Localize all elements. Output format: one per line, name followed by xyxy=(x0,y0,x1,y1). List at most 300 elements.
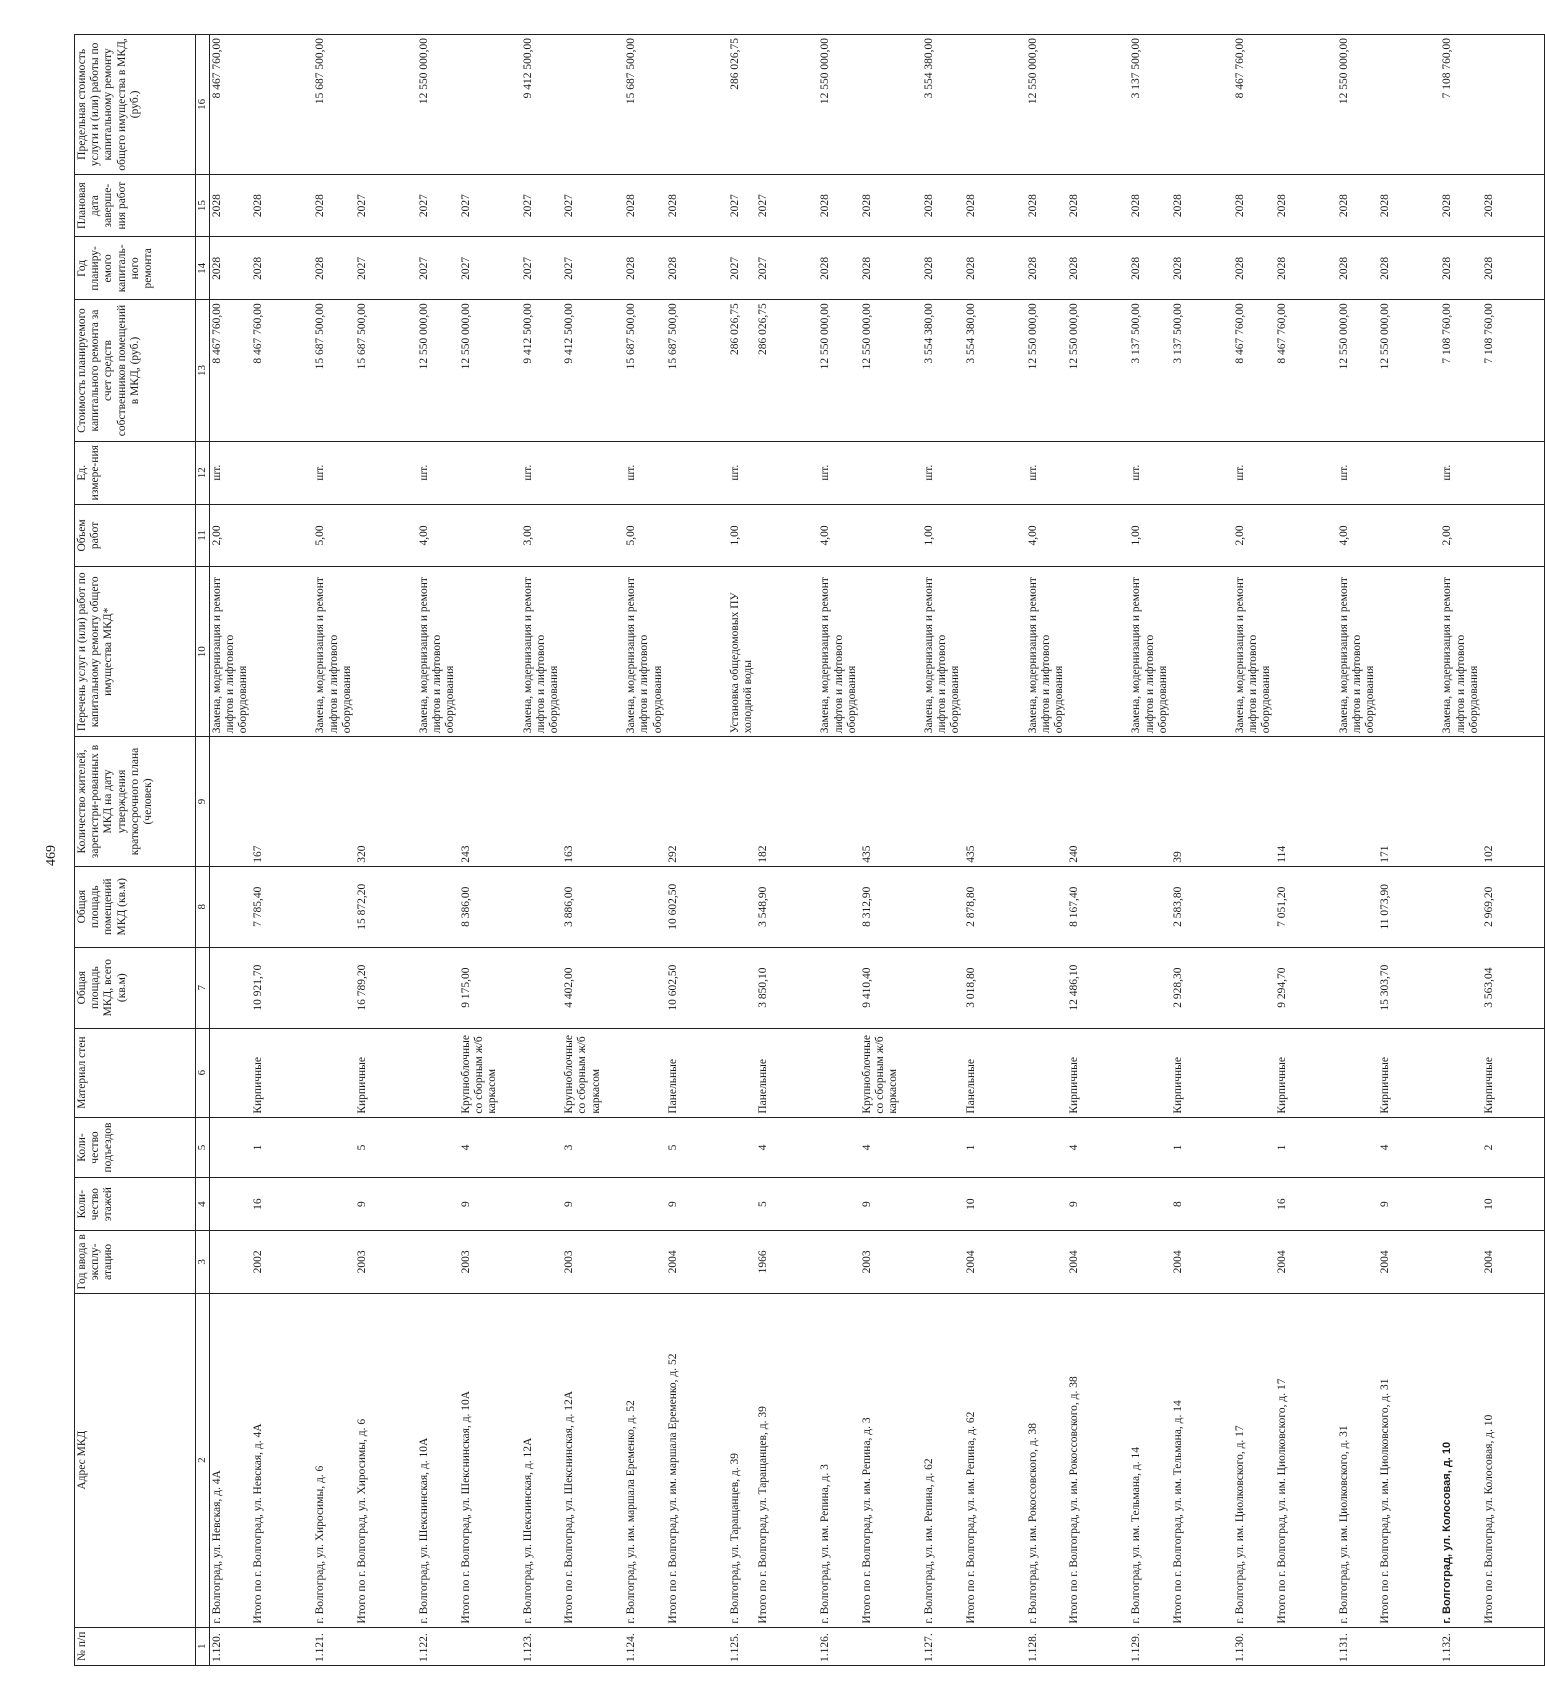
cost-cell: 15 687 500,00 xyxy=(313,300,355,442)
total-row xyxy=(1067,35,1129,1666)
address-cell: г. Волгоград, ул. им. Репина, д. 62 xyxy=(922,1293,964,1627)
total-area-cell xyxy=(818,947,860,1028)
floors-cell xyxy=(922,1178,964,1231)
volume-cell xyxy=(355,504,417,567)
table-row xyxy=(313,35,355,1666)
floors-cell xyxy=(313,1178,355,1231)
column-number: 6 xyxy=(196,1028,210,1117)
entrances-cell: 1 xyxy=(1171,1117,1233,1178)
row-number xyxy=(562,1627,624,1665)
row-number: 1.131. xyxy=(1337,1627,1379,1665)
cost-cell: 12 550 000,00 xyxy=(1026,300,1068,442)
column-number: 12 xyxy=(196,441,210,504)
row-number: 1.126. xyxy=(818,1627,860,1665)
wall-material-cell: Крупноблочные со сборным ж/б каркасом xyxy=(562,1028,624,1117)
total-area-cell: 16 789,20 xyxy=(355,947,417,1028)
cost-cell: 9 412 500,00 xyxy=(521,300,563,442)
column-header: Коли-чество этажей xyxy=(75,1178,196,1231)
volume-cell: 4,00 xyxy=(1337,504,1379,567)
volume-cell xyxy=(562,504,624,567)
entrances-cell: 4 xyxy=(756,1117,818,1178)
row-number: 1.130. xyxy=(1233,1627,1275,1665)
limit-cost-cell xyxy=(1378,35,1440,175)
work-list-cell xyxy=(860,567,922,737)
end-date-cell: 2027 xyxy=(355,174,417,237)
end-date-cell: 2027 xyxy=(562,174,624,237)
work-list-cell: Замена, модернизация и ремонт лифтов и лифтового оборудования xyxy=(624,567,666,737)
table-row xyxy=(209,35,251,1666)
unit-cell xyxy=(756,441,818,504)
entrances-cell: 4 xyxy=(459,1117,521,1178)
volume-cell xyxy=(666,504,728,567)
entrances-cell: 1 xyxy=(1275,1117,1337,1178)
plan-year-cell: 2028 xyxy=(1337,237,1379,300)
address-cell: г. Волгоград, ул. Колосовая, д. 10 xyxy=(1440,1293,1482,1627)
unit-cell: шт. xyxy=(521,441,563,504)
wall-material-cell: Панельные xyxy=(666,1028,728,1117)
residents-cell xyxy=(1337,737,1379,867)
floors-cell xyxy=(818,1178,860,1231)
wall-material-cell xyxy=(1233,1028,1275,1117)
volume-cell: 1,00 xyxy=(922,504,964,567)
wall-material-cell xyxy=(728,1028,756,1117)
plan-year-cell: 2027 xyxy=(756,237,818,300)
residents-cell: 39 xyxy=(1171,737,1233,867)
floors-cell xyxy=(624,1178,666,1231)
table-row xyxy=(1026,35,1068,1666)
work-list-cell: Замена, модернизация и ремонт лифтов и лифтового оборудования xyxy=(1337,567,1379,737)
commission-year-cell: 2003 xyxy=(355,1230,417,1293)
rooms-area-cell xyxy=(417,866,459,947)
rooms-area-cell: 8 312,90 xyxy=(860,866,922,947)
rooms-area-cell: 15 872,20 xyxy=(355,866,417,947)
unit-cell xyxy=(251,441,313,504)
table-row xyxy=(521,35,563,1666)
commission-year-cell xyxy=(1440,1230,1482,1293)
entrances-cell: 5 xyxy=(666,1117,728,1178)
total-area-cell: 4 402,00 xyxy=(562,947,624,1028)
column-number: 10 xyxy=(196,567,210,737)
volume-cell xyxy=(1171,504,1233,567)
total-row xyxy=(459,35,521,1666)
cost-cell: 8 467 760,00 xyxy=(1233,300,1275,442)
work-list-cell: Замена, модернизация и ремонт лифтов и лифтового оборудования xyxy=(1233,567,1275,737)
limit-cost-cell xyxy=(355,35,417,175)
row-number: 1.121. xyxy=(313,1627,355,1665)
row-number xyxy=(964,1627,1026,1665)
total-row xyxy=(562,35,624,1666)
floors-cell: 9 xyxy=(1378,1178,1440,1231)
row-number: 1.122. xyxy=(417,1627,459,1665)
rooms-area-cell xyxy=(313,866,355,947)
column-number: 16 xyxy=(196,35,210,175)
floors-cell xyxy=(1026,1178,1068,1231)
unit-cell: шт. xyxy=(313,441,355,504)
work-list-cell xyxy=(562,567,624,737)
work-list-cell xyxy=(1378,567,1440,737)
repair-plan-table xyxy=(74,34,1545,1666)
wall-material-cell: Панельные xyxy=(964,1028,1026,1117)
unit-cell: шт. xyxy=(209,441,251,504)
address-cell: Итого по г. Волгоград, ул. Хиросимы, д. 6 xyxy=(355,1293,417,1627)
limit-cost-cell xyxy=(459,35,521,175)
volume-cell: 2,00 xyxy=(1440,504,1482,567)
row-number: 1.129. xyxy=(1129,1627,1171,1665)
total-area-cell xyxy=(728,947,756,1028)
entrances-cell xyxy=(728,1117,756,1178)
table-body xyxy=(209,35,1544,1666)
volume-cell: 1,00 xyxy=(728,504,756,567)
work-list-cell: Замена, модернизация и ремонт лифтов и лифтового оборудования xyxy=(417,567,459,737)
cost-cell: 15 687 500,00 xyxy=(624,300,666,442)
address-cell: г. Волгоград, ул. Шекснинская, д. 10А xyxy=(417,1293,459,1627)
row-number xyxy=(1067,1627,1129,1665)
column-header: Год планиру-емого капиталь-ного ремонта xyxy=(75,237,196,300)
plan-year-cell: 2028 xyxy=(1067,237,1129,300)
cost-cell: 8 467 760,00 xyxy=(251,300,313,442)
plan-year-cell: 2028 xyxy=(818,237,860,300)
total-area-cell xyxy=(922,947,964,1028)
column-number: 9 xyxy=(196,737,210,867)
entrances-cell: 4 xyxy=(1067,1117,1129,1178)
total-area-cell xyxy=(1440,947,1482,1028)
entrances-cell: 3 xyxy=(562,1117,624,1178)
work-list-cell: Замена, модернизация и ремонт лифтов и лифтового оборудования xyxy=(1026,567,1068,737)
limit-cost-cell xyxy=(756,35,818,175)
cost-cell: 3 554 380,00 xyxy=(964,300,1026,442)
wall-material-cell: Кирпичные xyxy=(1275,1028,1337,1117)
plan-year-cell: 2028 xyxy=(251,237,313,300)
residents-cell xyxy=(922,737,964,867)
column-header: Стоимость планируемого капитального ремонта за счет средств собственников помещений в МКД, (руб.) xyxy=(75,300,196,442)
address-cell: г. Волгоград, ул. Невская, д. 4А xyxy=(209,1293,251,1627)
rooms-area-cell: 3 548,90 xyxy=(756,866,818,947)
limit-cost-cell xyxy=(860,35,922,175)
cost-cell: 7 108 760,00 xyxy=(1440,300,1482,442)
address-cell: г. Волгоград, ул. им. Тельмана, д. 14 xyxy=(1129,1293,1171,1627)
row-number: 1.125. xyxy=(728,1627,756,1665)
row-number xyxy=(1378,1627,1440,1665)
plan-year-cell: 2028 xyxy=(1440,237,1482,300)
address-cell: г. Волгоград, ул. Хиросимы, д. 6 xyxy=(313,1293,355,1627)
limit-cost-cell: 8 467 760,00 xyxy=(1233,35,1275,175)
work-list-cell: Замена, модернизация и ремонт лифтов и лифтового оборудования xyxy=(818,567,860,737)
plan-year-cell: 2027 xyxy=(355,237,417,300)
end-date-cell: 2028 xyxy=(1440,174,1482,237)
floors-cell xyxy=(728,1178,756,1231)
residents-cell xyxy=(624,737,666,867)
total-area-cell xyxy=(1233,947,1275,1028)
table-row xyxy=(1337,35,1379,1666)
cost-cell: 7 108 760,00 xyxy=(1482,300,1545,442)
end-date-cell: 2027 xyxy=(728,174,756,237)
floors-cell: 9 xyxy=(459,1178,521,1231)
floors-cell xyxy=(209,1178,251,1231)
entrances-cell: 4 xyxy=(860,1117,922,1178)
row-number xyxy=(1275,1627,1337,1665)
total-area-cell xyxy=(1337,947,1379,1028)
rooms-area-cell: 2 969,20 xyxy=(1482,866,1545,947)
total-row xyxy=(860,35,922,1666)
commission-year-cell: 2004 xyxy=(1067,1230,1129,1293)
volume-cell: 5,00 xyxy=(313,504,355,567)
entrances-cell xyxy=(313,1117,355,1178)
end-date-cell: 2028 xyxy=(1026,174,1068,237)
cost-cell: 12 550 000,00 xyxy=(1067,300,1129,442)
end-date-cell: 2028 xyxy=(1129,174,1171,237)
floors-cell: 16 xyxy=(1275,1178,1337,1231)
commission-year-cell: 2004 xyxy=(1275,1230,1337,1293)
column-number: 11 xyxy=(196,504,210,567)
commission-year-cell: 2003 xyxy=(459,1230,521,1293)
address-cell: Итого по г. Волгоград, ул. им. Репина, д. 3 xyxy=(860,1293,922,1627)
unit-cell: шт. xyxy=(1129,441,1171,504)
commission-year-cell xyxy=(209,1230,251,1293)
total-row xyxy=(1171,35,1233,1666)
cost-cell: 8 467 760,00 xyxy=(1275,300,1337,442)
residents-cell xyxy=(728,737,756,867)
total-area-cell xyxy=(521,947,563,1028)
total-area-cell: 3 563,04 xyxy=(1482,947,1545,1028)
work-list-cell xyxy=(666,567,728,737)
address-cell: Итого по г. Волгоград, ул. им. Репина, д. 62 xyxy=(964,1293,1026,1627)
work-list-cell xyxy=(355,567,417,737)
volume-cell xyxy=(756,504,818,567)
entrances-cell xyxy=(1233,1117,1275,1178)
commission-year-cell: 2002 xyxy=(251,1230,313,1293)
end-date-cell: 2028 xyxy=(922,174,964,237)
column-header: Общая площадь МКД, всего (кв.м) xyxy=(75,947,196,1028)
rooms-area-cell: 7 051,20 xyxy=(1275,866,1337,947)
cost-cell: 286 026,75 xyxy=(756,300,818,442)
cost-cell: 286 026,75 xyxy=(728,300,756,442)
entrances-cell: 2 xyxy=(1482,1117,1545,1178)
wall-material-cell xyxy=(1129,1028,1171,1117)
table-row xyxy=(1129,35,1171,1666)
floors-cell: 9 xyxy=(355,1178,417,1231)
column-number: 2 xyxy=(196,1293,210,1627)
wall-material-cell: Панельные xyxy=(756,1028,818,1117)
total-area-cell: 15 303,70 xyxy=(1378,947,1440,1028)
end-date-cell: 2028 xyxy=(313,174,355,237)
column-header: Перечень услуг и (или) работ по капитальному ремонту общего имущества МКД* xyxy=(75,567,196,737)
total-area-cell xyxy=(624,947,666,1028)
column-number-row xyxy=(196,35,210,1666)
floors-cell: 8 xyxy=(1171,1178,1233,1231)
wall-material-cell: Кирпичные xyxy=(1067,1028,1129,1117)
limit-cost-cell xyxy=(251,35,313,175)
limit-cost-cell xyxy=(1482,35,1545,175)
work-list-cell: Замена, модернизация и ремонт лифтов и лифтового оборудования xyxy=(922,567,964,737)
rooms-area-cell xyxy=(521,866,563,947)
total-area-cell: 9 410,40 xyxy=(860,947,922,1028)
column-header: № п/п xyxy=(75,1627,196,1665)
column-number: 7 xyxy=(196,947,210,1028)
floors-cell: 9 xyxy=(860,1178,922,1231)
table-row xyxy=(922,35,964,1666)
volume-cell: 4,00 xyxy=(818,504,860,567)
wall-material-cell xyxy=(1337,1028,1379,1117)
wall-material-cell xyxy=(1440,1028,1482,1117)
residents-cell xyxy=(1440,737,1482,867)
floors-cell: 9 xyxy=(562,1178,624,1231)
unit-cell xyxy=(355,441,417,504)
plan-year-cell: 2028 xyxy=(964,237,1026,300)
column-header: Адрес МКД xyxy=(75,1293,196,1627)
floors-cell xyxy=(1129,1178,1171,1231)
cost-cell: 12 550 000,00 xyxy=(1378,300,1440,442)
work-list-cell xyxy=(1482,567,1545,737)
limit-cost-cell xyxy=(1275,35,1337,175)
limit-cost-cell: 3 554 380,00 xyxy=(922,35,964,175)
entrances-cell xyxy=(521,1117,563,1178)
plan-year-cell: 2027 xyxy=(562,237,624,300)
commission-year-cell: 2004 xyxy=(1171,1230,1233,1293)
total-row xyxy=(756,35,818,1666)
table-row xyxy=(818,35,860,1666)
limit-cost-cell: 12 550 000,00 xyxy=(818,35,860,175)
entrances-cell: 1 xyxy=(964,1117,1026,1178)
column-number: 14 xyxy=(196,237,210,300)
address-cell: Итого по г. Волгоград, ул. им. Циолковского, д. 31 xyxy=(1378,1293,1440,1627)
table-row xyxy=(1440,35,1482,1666)
table-row xyxy=(417,35,459,1666)
rooms-area-cell xyxy=(209,866,251,947)
column-header: Общая площадь помещений МКД (кв.м) xyxy=(75,866,196,947)
plan-year-cell: 2028 xyxy=(666,237,728,300)
end-date-cell: 2028 xyxy=(1067,174,1129,237)
entrances-cell: 5 xyxy=(355,1117,417,1178)
unit-cell: шт. xyxy=(1233,441,1275,504)
volume-cell: 2,00 xyxy=(209,504,251,567)
floors-cell: 10 xyxy=(964,1178,1026,1231)
column-header: Плановая дата заверше-ния работ xyxy=(75,174,196,237)
work-list-cell: Замена, модернизация и ремонт лифтов и лифтового оборудования xyxy=(521,567,563,737)
end-date-cell: 2028 xyxy=(1337,174,1379,237)
entrances-cell xyxy=(624,1117,666,1178)
work-list-cell xyxy=(1067,567,1129,737)
cost-cell: 12 550 000,00 xyxy=(818,300,860,442)
entrances-cell xyxy=(1440,1117,1482,1178)
unit-cell: шт. xyxy=(1337,441,1379,504)
commission-year-cell: 2004 xyxy=(1482,1230,1545,1293)
residents-cell: 435 xyxy=(860,737,922,867)
commission-year-cell xyxy=(313,1230,355,1293)
row-number: 1.124. xyxy=(624,1627,666,1665)
residents-cell xyxy=(1233,737,1275,867)
unit-cell xyxy=(666,441,728,504)
limit-cost-cell: 12 550 000,00 xyxy=(1337,35,1379,175)
end-date-cell: 2028 xyxy=(624,174,666,237)
work-list-cell xyxy=(251,567,313,737)
total-area-cell xyxy=(1026,947,1068,1028)
volume-cell xyxy=(251,504,313,567)
end-date-cell: 2028 xyxy=(209,174,251,237)
total-area-cell: 3 850,10 xyxy=(756,947,818,1028)
commission-year-cell: 2004 xyxy=(1378,1230,1440,1293)
column-number: 5 xyxy=(196,1117,210,1178)
column-header: Материал стен xyxy=(75,1028,196,1117)
work-list-cell xyxy=(459,567,521,737)
floors-cell xyxy=(521,1178,563,1231)
total-area-cell xyxy=(1129,947,1171,1028)
cost-cell: 3 554 380,00 xyxy=(922,300,964,442)
residents-cell: 171 xyxy=(1378,737,1440,867)
limit-cost-cell xyxy=(562,35,624,175)
address-cell: г. Волгоград, ул. Шекснинская, д. 12А xyxy=(521,1293,563,1627)
column-number: 15 xyxy=(196,174,210,237)
address-cell: г. Волгоград, ул. им. Циолковского, д. 17 xyxy=(1233,1293,1275,1627)
column-header: Количество жителей, зарегистри-рованных в МКД на дату утверждения краткосрочного плана (человек) xyxy=(75,737,196,867)
plan-year-cell: 2028 xyxy=(1275,237,1337,300)
residents-cell: 114 xyxy=(1275,737,1337,867)
wall-material-cell xyxy=(521,1028,563,1117)
total-area-cell xyxy=(313,947,355,1028)
commission-year-cell: 2004 xyxy=(964,1230,1026,1293)
address-cell: г. Волгоград, ул. им. Репина, д. 3 xyxy=(818,1293,860,1627)
work-list-cell xyxy=(1171,567,1233,737)
rooms-area-cell xyxy=(1233,866,1275,947)
address-cell: г. Волгоград, ул. им. маршала Еременко, д. 52 xyxy=(624,1293,666,1627)
rooms-area-cell: 8 167,40 xyxy=(1067,866,1129,947)
limit-cost-cell: 15 687 500,00 xyxy=(313,35,355,175)
total-area-cell: 12 486,10 xyxy=(1067,947,1129,1028)
work-list-cell: Замена, модернизация и ремонт лифтов и лифтового оборудования xyxy=(1440,567,1482,737)
commission-year-cell: 2004 xyxy=(666,1230,728,1293)
end-date-cell: 2027 xyxy=(459,174,521,237)
plan-year-cell: 2028 xyxy=(922,237,964,300)
column-number: 3 xyxy=(196,1230,210,1293)
floors-cell xyxy=(417,1178,459,1231)
work-list-cell xyxy=(964,567,1026,737)
plan-year-cell: 2027 xyxy=(521,237,563,300)
commission-year-cell xyxy=(728,1230,756,1293)
cost-cell: 12 550 000,00 xyxy=(860,300,922,442)
total-area-cell xyxy=(209,947,251,1028)
rooms-area-cell xyxy=(1026,866,1068,947)
unit-cell: шт. xyxy=(818,441,860,504)
volume-cell xyxy=(1482,504,1545,567)
commission-year-cell xyxy=(922,1230,964,1293)
address-cell: Итого по г. Волгоград, ул. им. Циолковского, д. 17 xyxy=(1275,1293,1337,1627)
floors-cell xyxy=(1337,1178,1379,1231)
rooms-area-cell xyxy=(1440,866,1482,947)
table-row xyxy=(1233,35,1275,1666)
wall-material-cell: Кирпичные xyxy=(1482,1028,1545,1117)
rooms-area-cell: 11 073,90 xyxy=(1378,866,1440,947)
column-header: Год ввода в эксплу-атацию xyxy=(75,1230,196,1293)
cost-cell: 3 137 500,00 xyxy=(1129,300,1171,442)
end-date-cell: 2028 xyxy=(964,174,1026,237)
address-cell: Итого по г. Волгоград, ул. Таращанцев, д. 39 xyxy=(756,1293,818,1627)
total-area-cell: 9 175,00 xyxy=(459,947,521,1028)
unit-cell: шт. xyxy=(624,441,666,504)
commission-year-cell xyxy=(1233,1230,1275,1293)
entrances-cell: 1 xyxy=(251,1117,313,1178)
row-number xyxy=(666,1627,728,1665)
plan-year-cell: 2028 xyxy=(313,237,355,300)
row-number xyxy=(1482,1627,1545,1665)
unit-cell xyxy=(459,441,521,504)
plan-year-cell: 2028 xyxy=(1233,237,1275,300)
work-list-cell xyxy=(756,567,818,737)
row-number xyxy=(1171,1627,1233,1665)
row-number xyxy=(459,1627,521,1665)
rooms-area-cell xyxy=(1337,866,1379,947)
volume-cell xyxy=(860,504,922,567)
end-date-cell: 2028 xyxy=(1482,174,1545,237)
total-row xyxy=(251,35,313,1666)
